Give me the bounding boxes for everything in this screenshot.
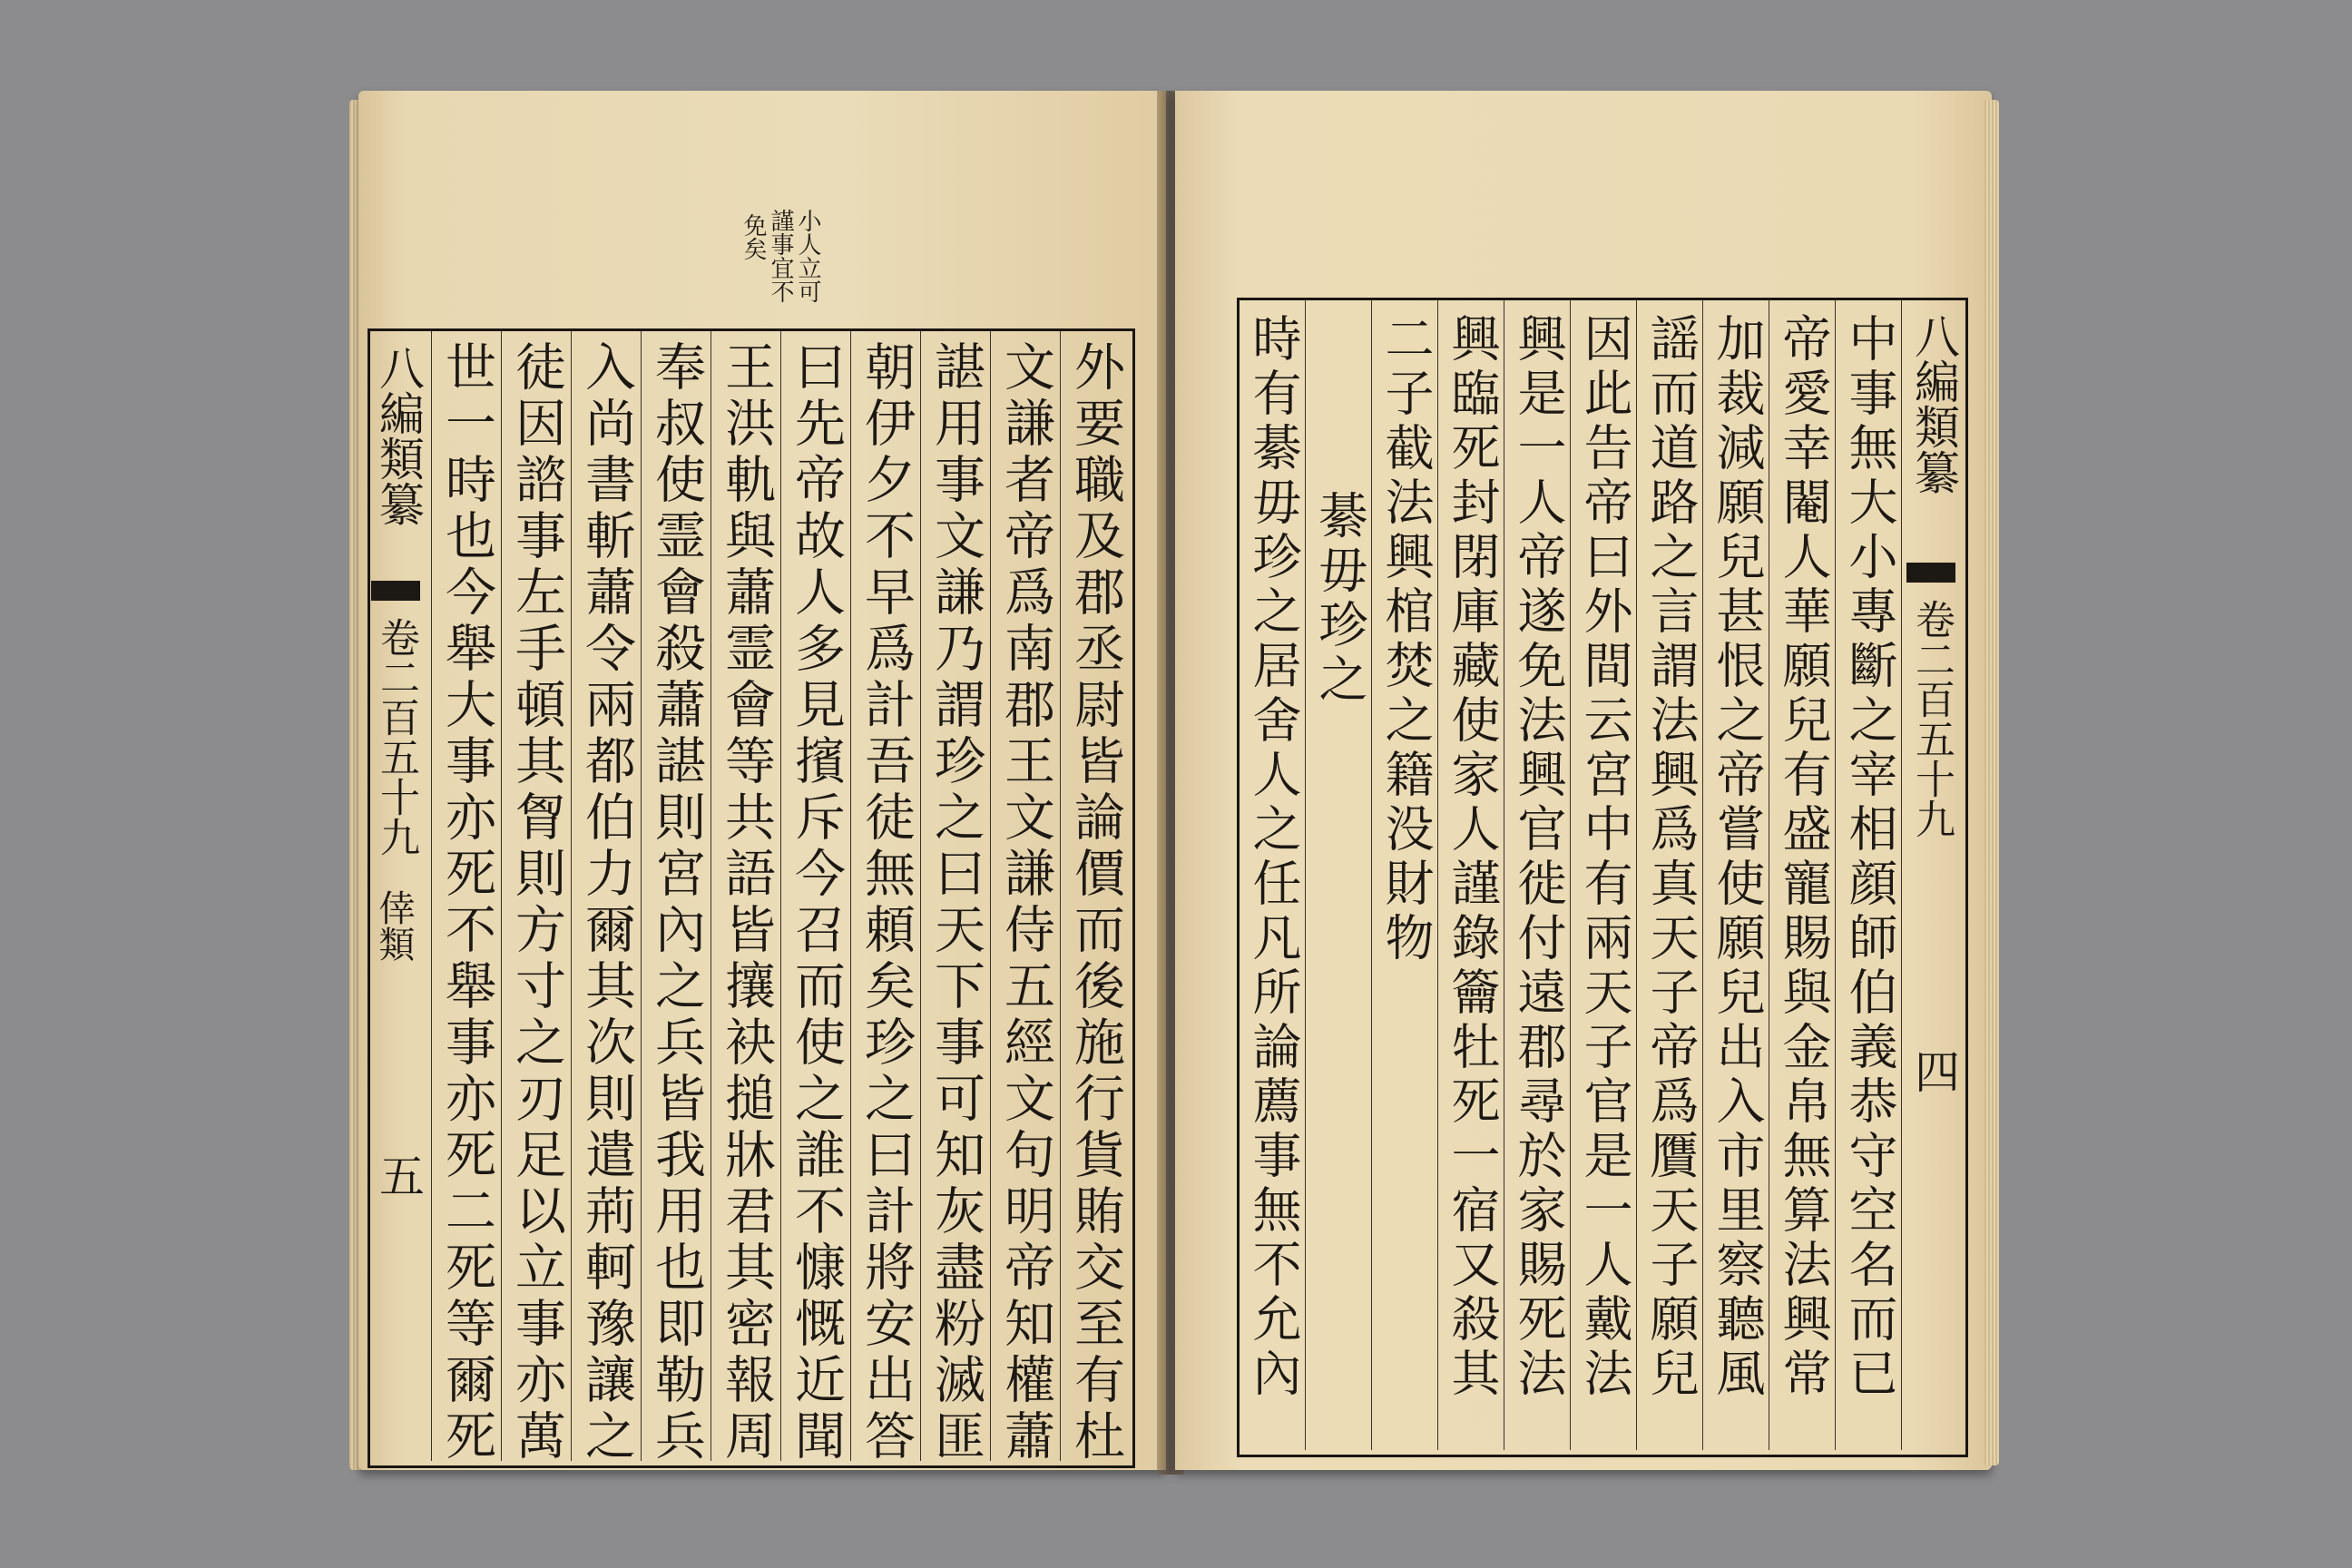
text-column: 文謙者帝爲南郡王文謙侍五經文句明帝知權蕭 [996, 340, 1055, 1465]
text-column: 中事無大小專斷之宰相顔師伯義恭守空名而已 [1841, 313, 1898, 1402]
rule [1636, 299, 1637, 1450]
text-column: 奉叔使霊會殺蕭諶則宮內之兵皆我用也即勒兵 [647, 340, 706, 1465]
left-page [358, 91, 1166, 1470]
rule [990, 331, 991, 1461]
text-column: 興臨死封閉庫藏使家人謹錄籥牡死一宿又殺其 [1444, 313, 1501, 1402]
rule [641, 331, 642, 1461]
left-center-title: 八編類纂 [372, 345, 425, 526]
text-column: 二子截法興棺焚之籍没財物 [1377, 313, 1435, 966]
rule [571, 331, 572, 1461]
text-column: 世一時也今舉大事亦死不舉事亦死二死等爾死 [437, 340, 496, 1465]
text-column: 曰先帝故人多見擯斥今召而使之誰不慷慨近聞 [787, 340, 846, 1465]
left-center-category: 倖類 [373, 889, 415, 962]
rule [431, 331, 432, 1461]
open-book [349, 91, 1992, 1484]
rule [501, 331, 502, 1461]
margin-note-line-1: 小人立可 [794, 209, 821, 303]
text-column: 王洪軌與蕭霊會等共語皆攘袂搥牀君其密報周 [717, 340, 776, 1465]
margin-note-line-3: 免矣 [740, 213, 767, 260]
rule [1371, 299, 1372, 1450]
rule [1835, 299, 1836, 1450]
rule [780, 331, 781, 1461]
text-column: 外要職及郡丞尉皆論價而後施行貨賄交至有杜 [1066, 340, 1125, 1465]
text-column: 時有綦毋珍之居舍人之任凡所論薦事無不允內 [1245, 313, 1302, 1402]
text-column: 加裁減願兒甚恨之帝嘗使願兒出入市里察聽風 [1709, 313, 1766, 1402]
rule [1437, 299, 1438, 1450]
text-column: 興是一人帝遂免法興官徙付遠郡尋於家賜死法 [1510, 313, 1567, 1402]
section-heading: 綦毋珍之 [1311, 490, 1368, 708]
right-page-edges [1984, 100, 1999, 1465]
left-center-folio: 五 [372, 1152, 425, 1198]
left-fish-tail [371, 581, 420, 601]
rule [850, 331, 851, 1461]
text-column: 諶用事文謙乃謂珍之曰天下事可知灰盡粉滅匪 [926, 340, 985, 1465]
margin-note-line-2: 謹事宜不 [767, 209, 794, 303]
right-center-volume: 卷二百五十九 [1908, 599, 1955, 838]
left-center-volume: 卷二百五十九 [373, 617, 419, 857]
rule [1702, 299, 1703, 1450]
right-center-folio: 四 [1907, 1048, 1960, 1093]
text-column: 帝愛幸閹人華願兒有盛寵賜與金帛無算法興常 [1775, 313, 1832, 1402]
rule [710, 331, 711, 1461]
rule [1305, 299, 1306, 1450]
rule [1570, 299, 1571, 1450]
text-column: 徒因諮事左手頓其胷則方寸之刃足以立事亦萬 [507, 340, 566, 1465]
text-column: 朝伊夕不早爲計吾徒無頼矣珍之曰計將安出答 [857, 340, 916, 1465]
text-column: 入尚書斬蕭令兩都伯力爾其次則遣荊軻豫讓之 [577, 340, 636, 1465]
rule [1060, 331, 1061, 1461]
right-fish-tail [1906, 563, 1955, 583]
right-center-title: 八編類纂 [1907, 313, 1960, 495]
rule [1901, 299, 1902, 1450]
right-page [1175, 91, 1992, 1470]
text-column: 謡而道路之言謂法興爲真天子帝爲贋天子願兒 [1642, 313, 1700, 1402]
text-column: 因此告帝曰外間云宮中有兩天子官是一人戴法 [1576, 313, 1633, 1402]
rule [920, 331, 921, 1461]
